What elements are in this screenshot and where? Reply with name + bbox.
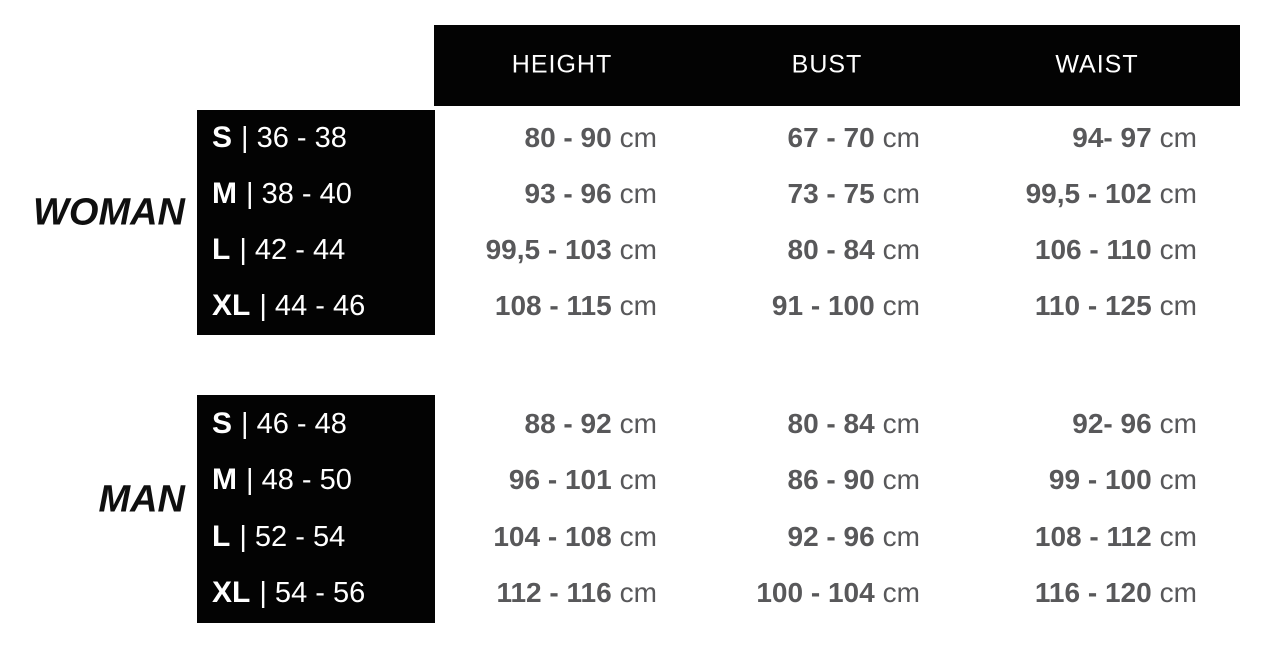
value-range: 112 - 116	[496, 577, 612, 608]
woman-m-height-value	[525, 178, 658, 210]
value-unit: cm	[619, 178, 657, 209]
size-letter: XL	[212, 576, 251, 609]
woman-s-waist-value	[1072, 122, 1197, 154]
man-l-waist-value	[1035, 521, 1197, 553]
value-unit: cm	[619, 290, 657, 321]
value-range: 80 - 90	[524, 122, 612, 153]
woman-s-bust-value	[788, 122, 921, 154]
man-xl-waist-value	[1035, 577, 1197, 609]
man-xl-height-value	[496, 577, 657, 609]
size-row-man-xl	[212, 576, 365, 610]
size-row-man-l	[212, 520, 345, 554]
size-detail: | 52 - 54	[239, 521, 346, 553]
size-row-woman-m	[212, 177, 352, 211]
value-unit: cm	[1159, 178, 1197, 209]
value-range: 104 - 108	[493, 521, 612, 552]
group-label-man: MAN	[98, 478, 185, 521]
size-detail: | 48 - 50	[246, 464, 352, 496]
value-range: 108 - 112	[1034, 521, 1152, 552]
size-detail: | 54 - 56	[259, 577, 366, 609]
size-detail: | 44 - 46	[259, 290, 366, 322]
value-range: 67 - 70	[787, 122, 875, 153]
man-xl-bust-value	[756, 577, 920, 609]
column-header-bust: BUST	[791, 50, 863, 79]
column-header-waist: WAIST	[1055, 50, 1139, 79]
value-range: 96 - 101	[508, 464, 612, 495]
size-letter: L	[212, 520, 231, 553]
value-unit: cm	[619, 521, 657, 552]
woman-l-bust-value	[788, 234, 921, 266]
value-range: 106 - 110	[1034, 234, 1152, 265]
man-s-waist-value	[1072, 408, 1197, 440]
value-range: 91 - 100	[771, 290, 875, 321]
woman-xl-height-value	[495, 290, 657, 322]
value-unit: cm	[882, 122, 920, 153]
column-header-height: HEIGHT	[511, 50, 613, 79]
size-letter: XL	[212, 289, 251, 322]
value-range: 99 - 100	[1048, 464, 1152, 495]
value-unit: cm	[619, 122, 657, 153]
man-m-waist-value	[1049, 464, 1197, 496]
value-range: 92 - 96	[787, 521, 875, 552]
value-unit: cm	[882, 234, 920, 265]
value-range: 92- 96	[1072, 408, 1152, 439]
size-row-woman-s	[212, 121, 347, 155]
value-range: 80 - 84	[787, 408, 875, 439]
man-s-height-value	[525, 408, 658, 440]
value-unit: cm	[882, 577, 920, 608]
size-letter: S	[212, 407, 233, 440]
value-range: 99,5 - 103	[485, 234, 612, 265]
value-range: 73 - 75	[787, 178, 875, 209]
value-range: 86 - 90	[787, 464, 875, 495]
value-unit: cm	[1159, 290, 1197, 321]
size-detail: | 42 - 44	[239, 234, 346, 266]
size-box-man	[197, 395, 435, 623]
value-unit: cm	[1159, 577, 1197, 608]
value-unit: cm	[882, 521, 920, 552]
man-m-bust-value	[788, 464, 921, 496]
value-range: 99,5 - 102	[1025, 178, 1152, 209]
value-unit: cm	[1159, 234, 1197, 265]
size-letter: M	[212, 177, 237, 210]
size-row-man-m	[212, 463, 352, 497]
value-range: 100 - 104	[756, 577, 875, 608]
size-detail: | 38 - 40	[246, 178, 352, 210]
value-unit: cm	[1159, 464, 1197, 495]
man-l-height-value	[493, 521, 657, 553]
value-unit: cm	[619, 464, 657, 495]
woman-xl-bust-value	[772, 290, 920, 322]
size-detail: | 46 - 48	[241, 408, 347, 440]
table-header-bar	[434, 25, 1240, 106]
value-unit: cm	[882, 290, 920, 321]
size-row-man-s	[212, 407, 347, 441]
value-unit: cm	[1159, 408, 1197, 439]
size-box-woman	[197, 110, 435, 335]
value-unit: cm	[619, 408, 657, 439]
woman-m-waist-value	[1026, 178, 1197, 210]
man-m-height-value	[509, 464, 657, 496]
value-unit: cm	[882, 464, 920, 495]
value-range: 108 - 115	[494, 290, 612, 321]
group-label-woman: WOMAN	[33, 191, 185, 234]
value-unit: cm	[619, 234, 657, 265]
man-l-bust-value	[788, 521, 921, 553]
value-unit: cm	[1159, 521, 1197, 552]
value-range: 88 - 92	[524, 408, 612, 439]
size-row-woman-xl	[212, 289, 365, 323]
woman-m-bust-value	[788, 178, 921, 210]
woman-l-height-value	[486, 234, 657, 266]
size-letter: L	[212, 233, 231, 266]
value-range: 94- 97	[1072, 122, 1152, 153]
value-range: 93 - 96	[524, 178, 612, 209]
value-range: 80 - 84	[787, 234, 875, 265]
woman-xl-waist-value	[1035, 290, 1197, 322]
size-letter: M	[212, 463, 237, 496]
value-unit: cm	[882, 178, 920, 209]
value-unit: cm	[1159, 122, 1197, 153]
size-row-woman-l	[212, 233, 345, 267]
woman-l-waist-value	[1035, 234, 1197, 266]
value-unit: cm	[619, 577, 657, 608]
man-s-bust-value	[788, 408, 921, 440]
size-detail: | 36 - 38	[241, 122, 347, 154]
value-range: 110 - 125	[1034, 290, 1152, 321]
value-range: 116 - 120	[1034, 577, 1152, 608]
size-letter: S	[212, 121, 233, 154]
value-unit: cm	[882, 408, 920, 439]
woman-s-height-value	[525, 122, 658, 154]
